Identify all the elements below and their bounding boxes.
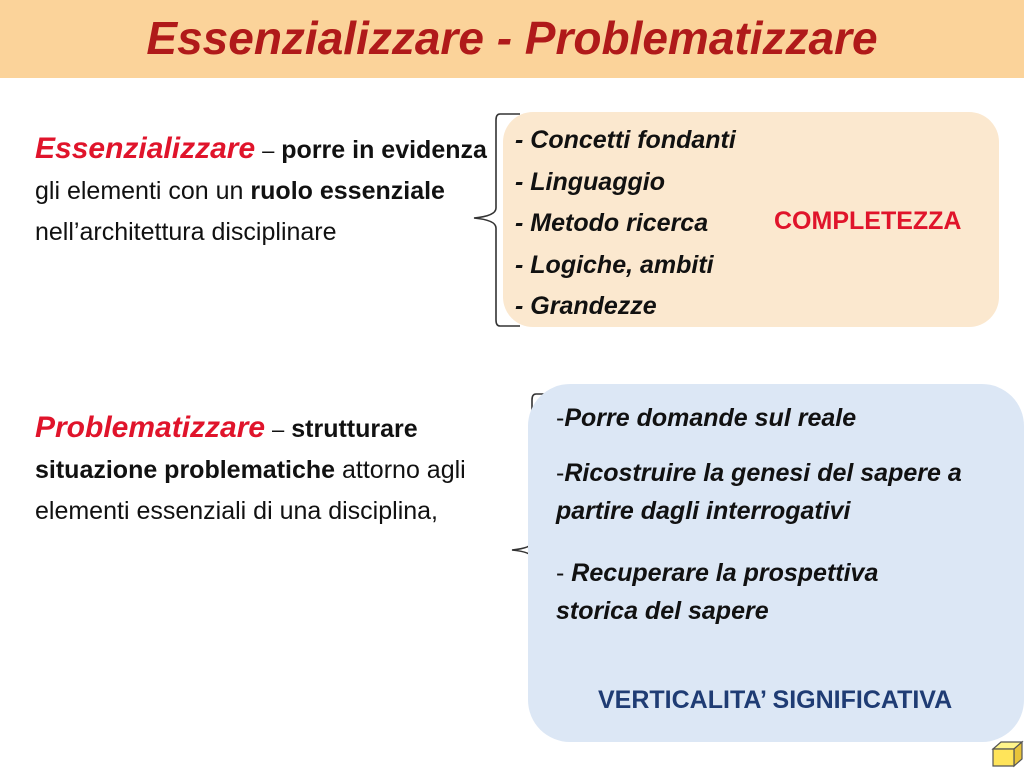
item-prefix: - [556,559,572,587]
definition-text-2: nell’architettura disciplinare [35,218,337,246]
verticalita-label: VERTICALITA’ SIGNIFICATIVA [598,686,953,714]
essenzializzare-term: Essenzializzare [35,132,256,165]
problematizzare-definition [35,407,515,532]
problematizzare-item [556,454,1011,530]
item-text: Ricostruire la genesi del sapere a partire dagli interrogativi [556,459,962,525]
definition-bold-1: strutturare situazione problematiche [35,415,418,484]
dash: – [262,138,275,163]
problematizzare-item [556,399,1006,437]
list-item: - Linguaggio [515,167,665,196]
item-text: Porre domande sul reale [564,404,857,432]
completezza-label: COMPLETEZZA [774,207,962,235]
item-prefix: - [556,459,565,487]
item-text: Recuperare la prospettiva storica del sapere [556,559,879,625]
essenzializzare-list [515,120,736,328]
list-item: - Concetti fondanti [515,126,736,154]
essenzializzare-definition [35,128,500,253]
cube-icon[interactable] [991,740,1024,768]
problematizzare-term: Problematizzare [35,411,266,444]
dash: – [272,417,285,442]
problematizzare-item [556,554,956,630]
definition-bold-2: ruolo essenziale [250,177,445,205]
list-item: - Grandezze [515,292,657,320]
definition-text-1: gli elementi con un [35,177,244,205]
page-title: Essenzializzare - Problematizzare [146,12,878,64]
list-item: - Metodo ricerca [515,209,709,237]
list-item: - Logiche, ambiti [515,250,714,279]
item-prefix: - [556,404,565,432]
definition-text-1: attorno agli elementi essenziali di una disciplina, [35,456,466,525]
definition-bold-1: porre in evidenza [281,136,487,164]
